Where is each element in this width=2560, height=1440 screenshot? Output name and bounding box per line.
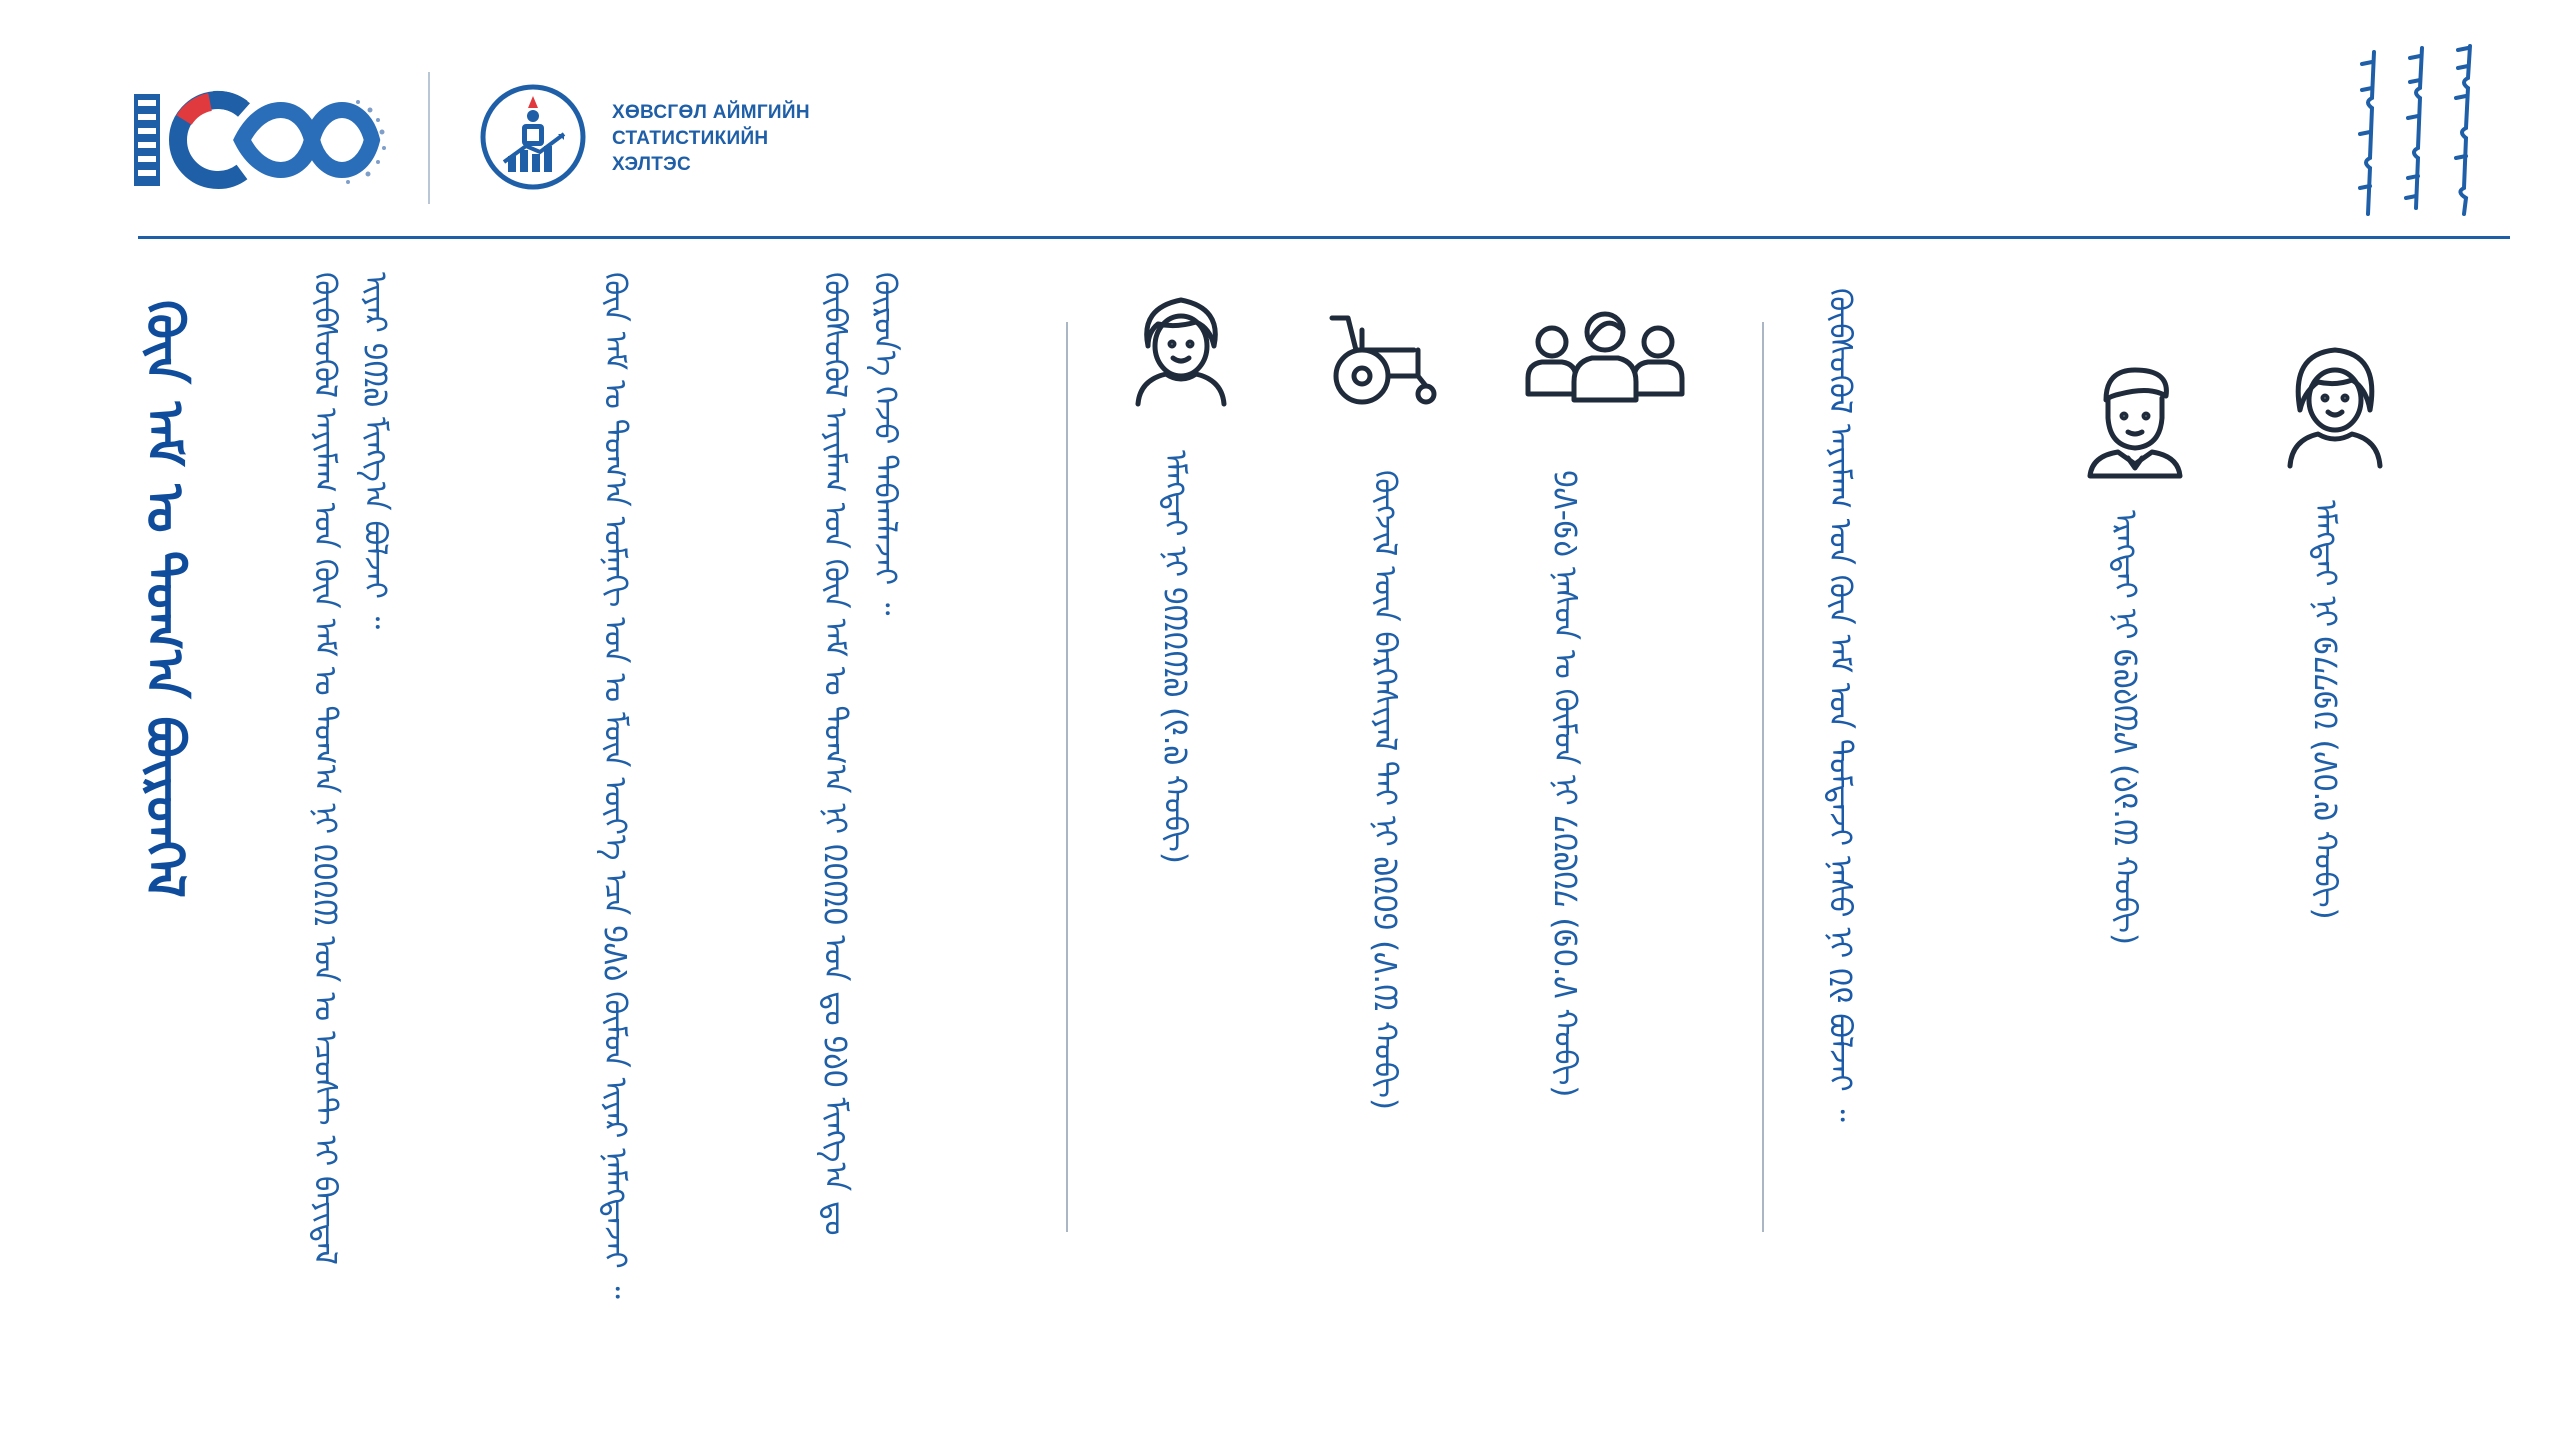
man-icon [2080,360,2190,480]
organization-name-line-2: СТАТИСТИКИЙН [612,128,769,149]
population-paragraph-1: ᠬᠥᠪᠰᠦᠭᠦᠯ ᠠᠶᠢᠮᠠᠭ ᠤᠨ ᠬᠦᠨ ᠠᠮ ᠤ ᠲᠣᠭ᠎ᠠ ᠨᠢ ᠒᠐᠒᠓ ᠣᠨ ᠤ ᠡᠴᠦᠰᠲ ᠡᠢ ᠪᠠᠶᠢᠳᠠᠯ ᠢᠶᠠᠷ ᠑᠓᠗ ᠮᠢᠩᠭ᠎ᠠ ᠪᠣᠯᠵᠠᠢ ᠃ [307,272,393,1275]
population-paragraph-2: ᠬᠦᠨ ᠠᠮ ᠤ ᠲᠣᠭ᠎ᠠ ᠤᠮᠨᠠᠬᠢ ᠣᠨ ᠤ ᠮᠥᠨ ᠦᠶ᠎ᠡ ᠡᠴᠡ ᠑᠕᠔ ᠬᠦᠮᠦᠨ ᠢᠶᠡᠷ ᠨᠡᠮᠡᠭᠳᠡᠵᠡᠢ ᠃ [597,272,633,1299]
organization-name-line-1: ХӨВСГӨЛ АЙМГИЙН [612,102,810,123]
woman-icon [2280,340,2390,470]
stat-working-age-population: ᠑᠕-᠖᠔ ᠨᠠᠰᠤᠨ ᠤ ᠬᠦᠮᠦᠨ ᠨᠢ ᠘᠒᠗᠒᠘ (᠖᠐.᠕ ᠬᠤᠪᠢ) [1547,470,1583,1098]
organization-name [612,100,872,178]
stat-women: ᠡᠮᠡᠭᠲᠡᠢ ᠨᠢ ᠖᠘᠘᠖᠒ (᠕᠐.᠗ ᠬᠤᠪᠢ) [2307,500,2343,920]
state-emblem-icon [478,82,588,192]
wheelchair-icon [1322,310,1442,410]
population-paragraph-3: ᠬᠥᠪᠰᠦᠭᠦᠯ ᠠᠶᠢᠮᠠᠭ ᠤᠨ ᠬᠦᠨ ᠠᠮ ᠤ ᠲᠣᠭ᠎ᠠ ᠨᠢ ᠒᠐᠓᠐ ᠣᠨ ᠳᠤ ᠑᠔᠐ ᠮᠢᠩᠭ᠎ᠠ ᠳᠤ ᠬᠦᠷᠦᠨ᠎ᠡ ᠭᠡᠵᠦ ᠲᠠᠪᠠᠭᠯᠠᠵᠠᠢ ᠃ [817,272,903,1246]
column-divider-left [1066,322,1068,1232]
stat-disabled-people: ᠬᠥᠭᠵᠢᠯ ᠦᠨ ᠪᠡᠷᠬᠡᠰᠢᠶᠡᠯ ᠲᠡᠢ ᠨᠢ ᠗᠒᠐᠑ (᠕.᠓ ᠬᠤᠪᠢ) [1367,470,1403,1111]
elderly-woman-icon [1126,288,1236,408]
header-rule [138,236,2510,239]
median-age-paragraph: ᠬᠥᠪᠰᠦᠭᠦᠯ ᠠᠶᠢᠮᠠᠭ ᠤᠨ ᠬᠦᠨ ᠠᠮ ᠤᠨ ᠳᠤᠮᠳᠠᠵᠢ ᠨᠠᠰᠤ ᠨᠢ ᠒᠙ ᠪᠣᠯᠵᠠᠢ ᠃ [1822,288,1858,1122]
organization-name-line-3: ХЭЛТЭС [612,154,691,175]
stat-men: ᠡᠷᠡᠭᠲᠡᠢ ᠨᠢ ᠖᠗᠔᠓᠕ (᠔᠙.᠓ ᠬᠤᠪᠢ) [2107,510,2143,946]
header-divider [428,72,430,204]
page-title: ᠬᠦᠨ ᠠᠮ ᠤ ᠲᠣᠭ᠎ᠠ ᠪᠦᠷᠳᠬᠡᠯ [134,300,194,898]
mongolian-script-logo [2340,38,2490,218]
people-group-icon [1520,304,1690,404]
centenary-100-logo [132,80,392,200]
column-divider-right [1762,322,1764,1232]
stat-elderly-women: ᠡᠮᠡᠭᠲᠡᠢ ᠨᠢ ᠑᠓᠒᠓᠗ (᠙.᠗ ᠬᠤᠪᠢ) [1157,450,1193,864]
